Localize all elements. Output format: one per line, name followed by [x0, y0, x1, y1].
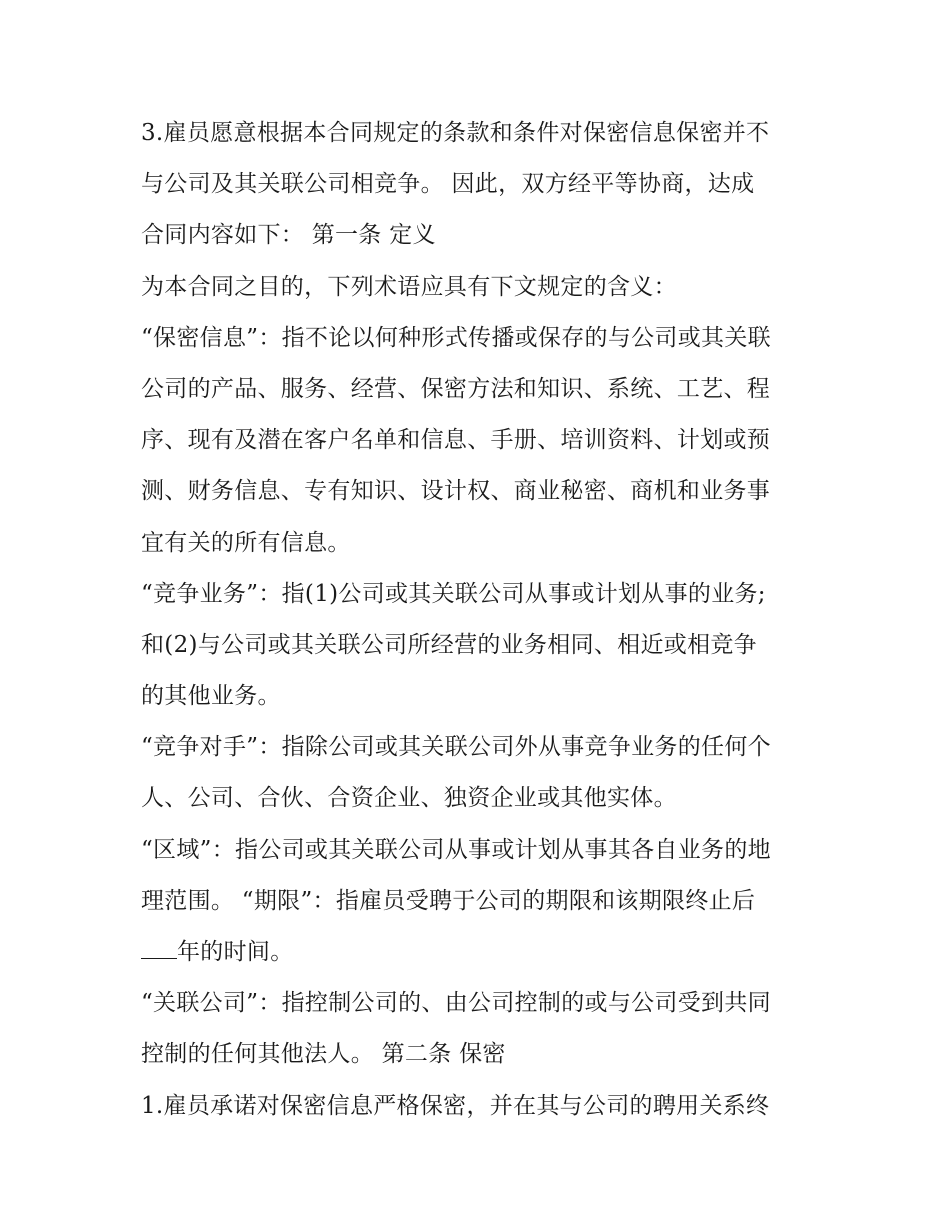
text-line: 的其他业务。 [141, 683, 281, 710]
fill-in-blank [141, 940, 177, 959]
text-line: 3.雇员愿意根据本合同规定的条款和条件对保密信息保密并不 [141, 120, 770, 146]
text-line: “保密信息”：指不论以何种形式传播或保存的与公司或其关联 [141, 324, 771, 351]
contract-text [141, 108, 821, 1132]
text-line: 序、现有及潜在客户名单和信息、手册、培训资料、计划或预 [141, 427, 771, 454]
text-line: 为本合同之目的，下列术语应具有下文规定的含义： [141, 273, 677, 300]
text-line: “区域”：指公司或其关联公司从事或计划从事其各自业务的地 [141, 836, 771, 863]
text-line: 公司的产品、服务、经营、保密方法和知识、系统、工艺、程 [141, 375, 771, 402]
text-line: “竞争业务”：指(1)公司或其关联公司从事或计划从事的业务; [141, 580, 766, 607]
text-line: 合同内容如下： 第一条 定义 [141, 222, 436, 249]
text-line: 宜有关的所有信息。 [141, 529, 351, 556]
text-line: 和(2)与公司或其关联公司所经营的业务相同、相近或相竞争 [141, 631, 757, 658]
text-line: 年的时间。 [177, 939, 294, 965]
text-line-with-blank [141, 927, 821, 978]
text-line: 测、财务信息、专有知识、设计权、商业秘密、商机和业务事 [141, 478, 771, 505]
text-line: 理范围。 “期限”：指雇员受聘于公司的期限和该期限终止后 [141, 887, 756, 914]
text-line: “关联公司”：指控制公司的、由公司控制的或与公司受到共同 [141, 990, 771, 1017]
text-line: 1.雇员承诺对保密信息严格保密，并在其与公司的聘用关系终 [141, 1092, 770, 1119]
text-line: 控制的任何其他法人。 第二条 保密 [141, 1041, 506, 1068]
text-line: “竞争对手”：指除公司或其关联公司外从事竞争业务的任何个 [141, 734, 771, 761]
text-line: 人、公司、合伙、合资企业、独资企业或其他实体。 [141, 785, 677, 812]
text-line: 与公司及其关联公司相竞争。 因此，双方经平等协商，达成 [141, 171, 755, 198]
